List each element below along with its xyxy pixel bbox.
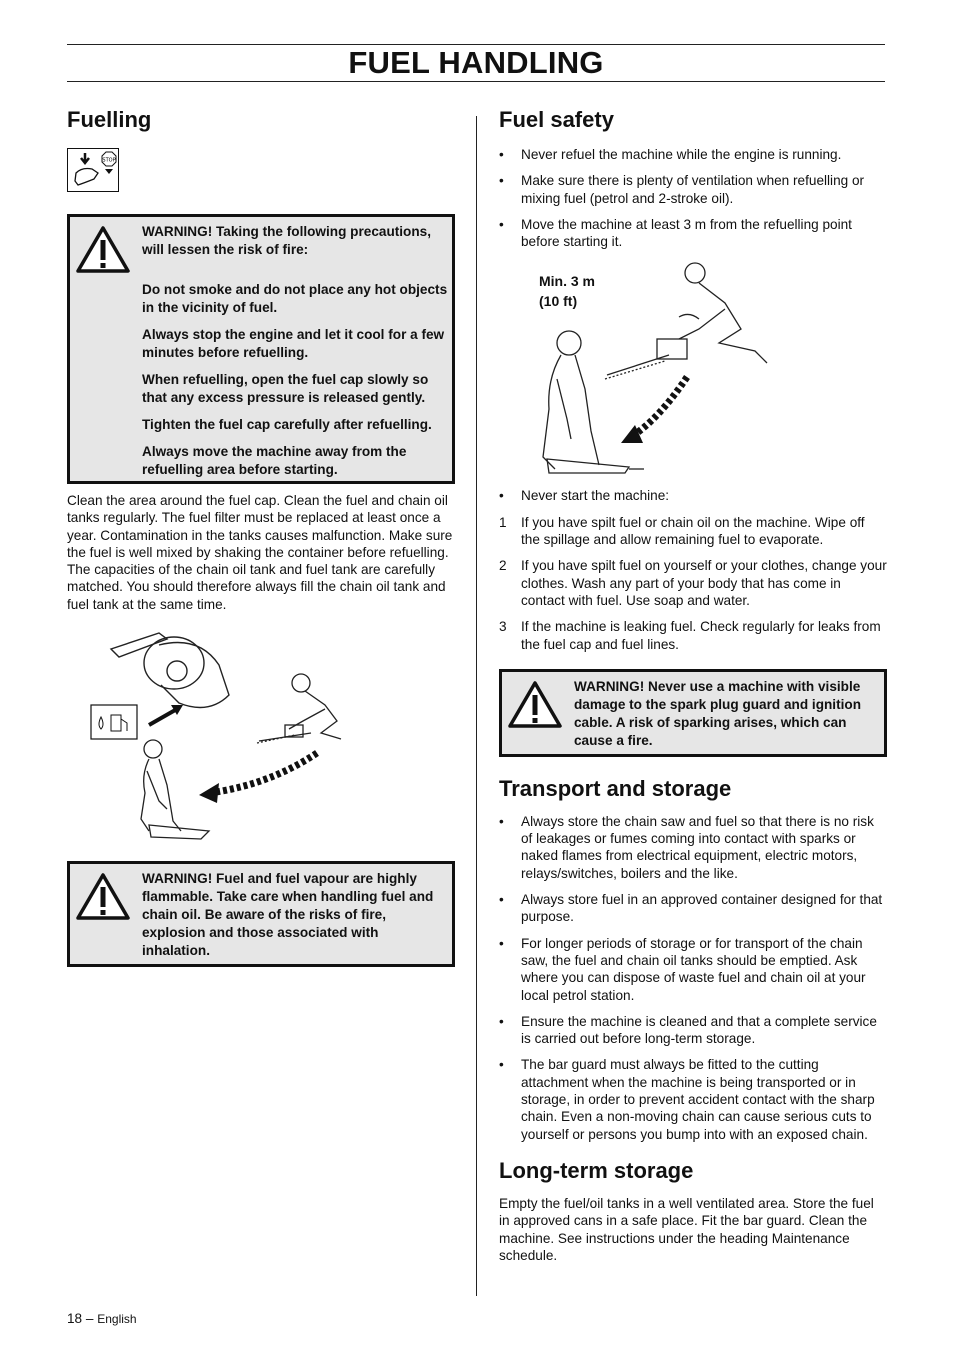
distance-label: Min. 3 m [539, 273, 596, 290]
warning-box-flammable [67, 861, 455, 967]
start-distance-illustration [519, 259, 809, 475]
longterm-body: Empty the fuel/oil tanks in a well ventilated area. Store the fuel in approved cans in a safe place. Fit the bar guard. Clean the machine. See instructions under the heading Maintenance schedule. [499, 1195, 874, 1263]
list-item: • Never start the machine: [499, 488, 670, 504]
warning-text: When refuelling, open the fuel cap slowly so that any excess pressure is released gently. [142, 372, 429, 405]
warning-box-fire [67, 214, 455, 484]
warning-triangle-icon [75, 872, 131, 922]
transport-list [499, 813, 887, 1143]
left-column [67, 104, 455, 967]
page-footer [67, 1311, 137, 1326]
stop-engine-icon [67, 148, 119, 192]
right-column [499, 104, 887, 1264]
title-rule [67, 81, 885, 82]
stop-icon-text: STOP [102, 157, 116, 164]
warning-triangle-icon [507, 680, 563, 730]
list-item: 3 If the machine is leaking fuel. Check regularly for leaks from the fuel cap and fuel lines. [499, 619, 881, 652]
page-number: 18 – [67, 1311, 94, 1326]
refuelling-illustration [89, 625, 389, 843]
distance-label-ft: (10 ft) [539, 293, 578, 310]
fuel-safety-heading: Fuel safety [499, 107, 614, 132]
list-item: 1 If you have spilt fuel or chain oil on the machine. Wipe off the spillage and allow remaining fuel to evaporate. [499, 514, 865, 548]
list-item: • Move the machine at least 3 m from the refuelling point before starting it. [499, 216, 852, 250]
list-item: • For longer periods of storage or for transport of the chain saw, the fuel and chain oil tanks should be emptied. Ask where you can dispose of waste fuel and chain oil at your local petrol station. [499, 935, 866, 1003]
warning-triangle-icon [75, 225, 131, 275]
fuel-safety-list [499, 146, 887, 250]
list-item: • Make sure there is plenty of ventilation when refuelling or mixing fuel (petrol and 2-stroke oil). [499, 173, 865, 206]
never-start-list [499, 487, 887, 652]
warning-text: Tighten the fuel cap carefully after refuelling. [142, 417, 432, 432]
page-title: FUEL HANDLING [348, 45, 604, 80]
warning-text: Always move the machine away from the refuelling area before starting. [142, 444, 407, 477]
list-item: • Always store the chain saw and fuel so that there is no risk of leakages or fumes coming into contact with sparks or naked flames from electrical equipment, electric motors, relays/switches, boilers and the like. [499, 813, 874, 881]
list-item: • Ensure the machine is cleaned and that a complete service is carried out before long-term storage. [499, 1013, 877, 1047]
warning-box-spark [499, 669, 887, 757]
fuelling-body: Clean the area around the fuel cap. Clean the fuel and chain oil tanks regularly. The fuel filter must be replaced at least once a year. Contamination in the tanks causes malfunction. Make sure the fuel is well mixed by shaking the container before refuelling. The capacities of the chain oil tank and fuel tank are carefully matched. You should therefore always fill the chain oil tank and fuel tank at the same time. [67, 493, 453, 612]
list-item: • Never refuel the machine while the engine is running. [499, 147, 842, 162]
column-divider [476, 116, 477, 1296]
fuelling-heading: Fuelling [67, 107, 152, 132]
longterm-heading: Long-term storage [499, 1157, 694, 1183]
list-item: • Always store fuel in an approved container designed for that purpose. [499, 892, 883, 925]
warning-text: WARNING! Taking the following precautions, will lessen the risk of fire: [142, 224, 431, 257]
list-item: • The bar guard must always be fitted to the cutting attachment when the machine is being transported or in storage, in order to prevent accident contact with the sharp chain. Even a non-moving chain can cause serious cuts to yourself or persons you bump into with an exposed chain. [499, 1057, 875, 1142]
list-item: 2 If you have spilt fuel on yourself or your clothes, change your clothes. Wash any part of your body that has come in contact with fuel. Use soap and water. [499, 558, 887, 608]
warning-text: WARNING! Never use a machine with visible damage to the spark plug guard and ignition cable. A risk of sparking arises, which can cause a fire. [574, 678, 861, 748]
warning-text: Do not smoke and do not place any hot objects in the vicinity of fuel. [142, 282, 448, 315]
footer-language: English [97, 1312, 137, 1326]
warning-text: WARNING! Fuel and fuel vapour are highly flammable. Take care when handling fuel and chain oil. Be aware of the risks of fire, explosion and those associated with inhalation. [142, 871, 434, 959]
warning-text: Always stop the engine and let it cool for a few minutes before refuelling. [142, 327, 445, 360]
transport-heading: Transport and storage [499, 775, 732, 801]
